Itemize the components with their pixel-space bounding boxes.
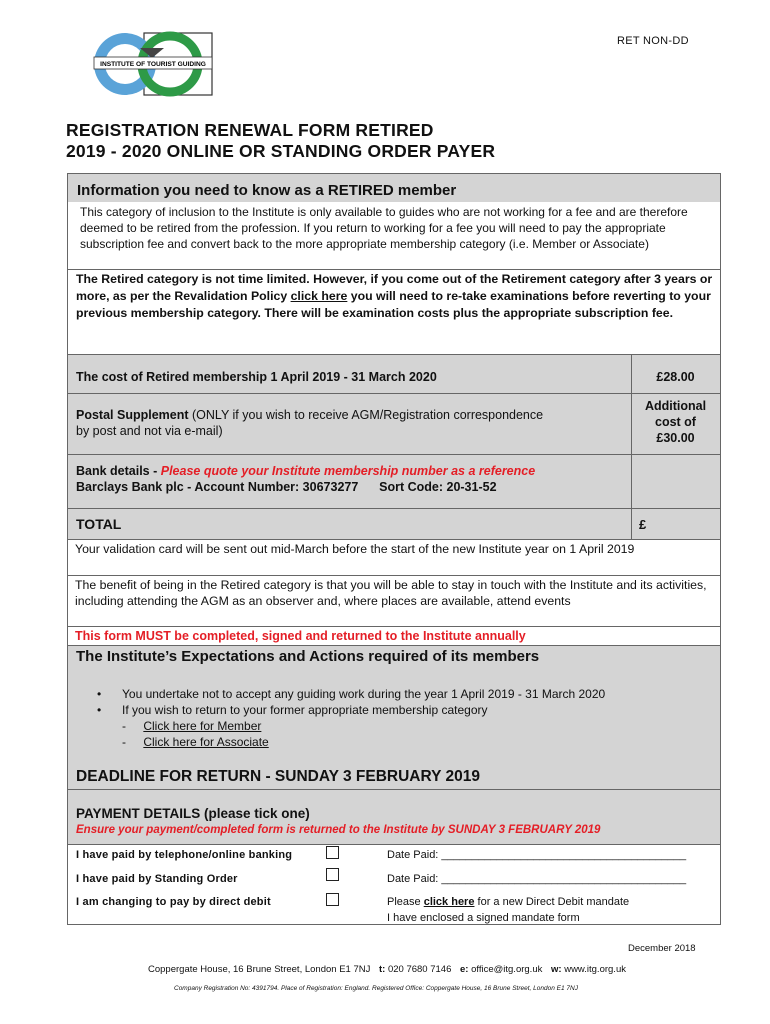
dash: - xyxy=(122,719,126,733)
cost-label: The cost of Retired membership 1 April 2019 - 31 March 2020 xyxy=(76,370,437,384)
direct-debit-checkbox[interactable] xyxy=(326,893,339,906)
postal-amount xyxy=(631,398,720,446)
deadline: DEADLINE FOR RETURN - SUNDAY 3 FEBRUARY 2019 xyxy=(76,768,480,785)
mandate-enclosed: I have enclosed a signed mandate form xyxy=(387,912,580,924)
bullet-2-text: If you wish to return to your former appropriate membership category xyxy=(122,703,488,717)
bullet-1-text: You undertake not to accept any guiding work during the year 1 April 2019 - 31 March 2020 xyxy=(122,687,606,701)
postal-amount-line3: £30.00 xyxy=(656,431,695,445)
date-paid-1[interactable]: Date Paid: ________________________________________ xyxy=(387,849,687,861)
info-para1: This category of inclusion to the Institute is only available to guides who are not working for a fee and are therefore deemed to be retired from the profession. If you return to working for a fee you will need to pay the appropriate subscription fee and convert back to the more appropriate membership category (i.e. Member or Associate) xyxy=(80,205,688,251)
must-note: This form MUST be completed, signed and returned to the Institute annually xyxy=(75,629,526,643)
option-dd-label: I am changing to pay by direct debit xyxy=(76,896,271,908)
email-label: e: xyxy=(460,964,469,975)
member-link[interactable]: Click here for Member xyxy=(143,719,262,733)
payment-heading xyxy=(76,806,310,821)
payment-heading-rest: (please tick one) xyxy=(200,806,310,821)
bank-details xyxy=(76,463,535,495)
title-line-2: 2019 - 2020 ONLINE OR STANDING ORDER PAYER xyxy=(66,141,496,161)
associate-link-row xyxy=(122,734,269,750)
company-registration: Company Registration No: 4391794. Place of Registration: England. Registered Office: Coppergate House, 16 Brune Street, London E1 7NJ xyxy=(174,985,578,992)
footer-phone: 020 7680 7146 xyxy=(387,964,452,975)
postal-label-bold: Postal Supplement xyxy=(76,408,189,422)
bank-account: Barclays Bank plc - Account Number: 30673277 Sort Code: 20-31-52 xyxy=(76,480,497,494)
footer-date: December 2018 xyxy=(628,943,696,954)
page-title xyxy=(66,120,495,162)
please-text: Please xyxy=(387,896,424,908)
postal-label xyxy=(76,407,546,439)
total-amount: £ xyxy=(639,517,647,532)
date-paid-2[interactable]: Date Paid: ________________________________________ xyxy=(387,873,687,885)
footer-contact xyxy=(148,964,626,975)
validation-note: Your validation card will be sent out mid-March before the start of the new Institute year on 1 April 2019 xyxy=(75,542,635,556)
member-link-row xyxy=(122,718,261,734)
postal-label-rest: (ONLY if you wish to receive AGM/Registration correspondence by post and not via e-mail) xyxy=(76,408,544,438)
info-heading: Information you need to know as a RETIRED member xyxy=(77,182,457,199)
postal-amount-line2: cost of xyxy=(655,415,696,429)
info-para1-box xyxy=(68,202,720,270)
phone-label: t: xyxy=(378,964,386,975)
dd-mandate-text xyxy=(387,896,629,908)
postal-amount-line1: Additional xyxy=(644,399,707,413)
standing-order-checkbox[interactable] xyxy=(326,868,339,881)
bullet-dot: • xyxy=(97,687,102,701)
dd-rest: for a new Direct Debit mandate xyxy=(474,896,630,908)
payment-ensure: Ensure your payment/completed form is returned to the Institute by SUNDAY 3 FEBRUARY 2019 xyxy=(76,824,601,836)
option-standing-label: I have paid by Standing Order xyxy=(76,873,238,885)
logo-text: INSTITUTE OF TOURIST GUIDING xyxy=(100,61,206,68)
bank-label: Bank details - xyxy=(76,464,161,478)
para2-text-b: you will need to re-take examinations before reverting to your previous membership category. There will be examination costs plus the appropriate subscription fee. xyxy=(76,289,711,320)
cost-amount: £28.00 xyxy=(656,370,695,384)
online-checkbox[interactable] xyxy=(326,846,339,859)
info-heading-band xyxy=(68,174,720,202)
info-para2-box xyxy=(68,270,720,354)
bank-note: Please quote your Institute membership number as a reference xyxy=(160,464,536,478)
expectations-heading: The Institute’s Expectations and Actions required of its members xyxy=(76,648,540,665)
info-para2 xyxy=(76,271,714,322)
benefit-note: The benefit of being in the Retired category is that you will be able to stay in touch with the Institute and its activities, including attending the AGM as an observer and, where places are available, attend events xyxy=(75,578,707,608)
total-label: TOTAL xyxy=(76,516,122,532)
option-online-label: I have paid by telephone/online banking xyxy=(76,849,293,861)
bullet-dot: • xyxy=(97,703,102,717)
dd-link[interactable]: click here xyxy=(423,896,475,908)
payment-heading-bold: PAYMENT DETAILS xyxy=(76,806,201,821)
title-line-1: REGISTRATION RENEWAL FORM RETIRED xyxy=(66,120,434,140)
footer-address: Coppergate House, 16 Brune Street, London E1 7NJ xyxy=(148,964,371,975)
footer-web[interactable]: www.itg.org.uk xyxy=(564,964,626,975)
associate-link[interactable]: Click here for Associate xyxy=(143,735,269,749)
revalidation-link[interactable]: click here xyxy=(290,289,348,303)
itg-logo xyxy=(92,30,214,98)
dash: - xyxy=(122,735,126,749)
reference-code: RET NON-DD xyxy=(617,35,689,47)
para2-text-a: The Retired category is not time limited. However, if you come out of the Retirement category after 3 years or more, as per the Revalidation Policy xyxy=(76,272,713,303)
footer-email[interactable]: office@itg.org.uk xyxy=(471,964,543,975)
web-label: w: xyxy=(551,964,562,975)
